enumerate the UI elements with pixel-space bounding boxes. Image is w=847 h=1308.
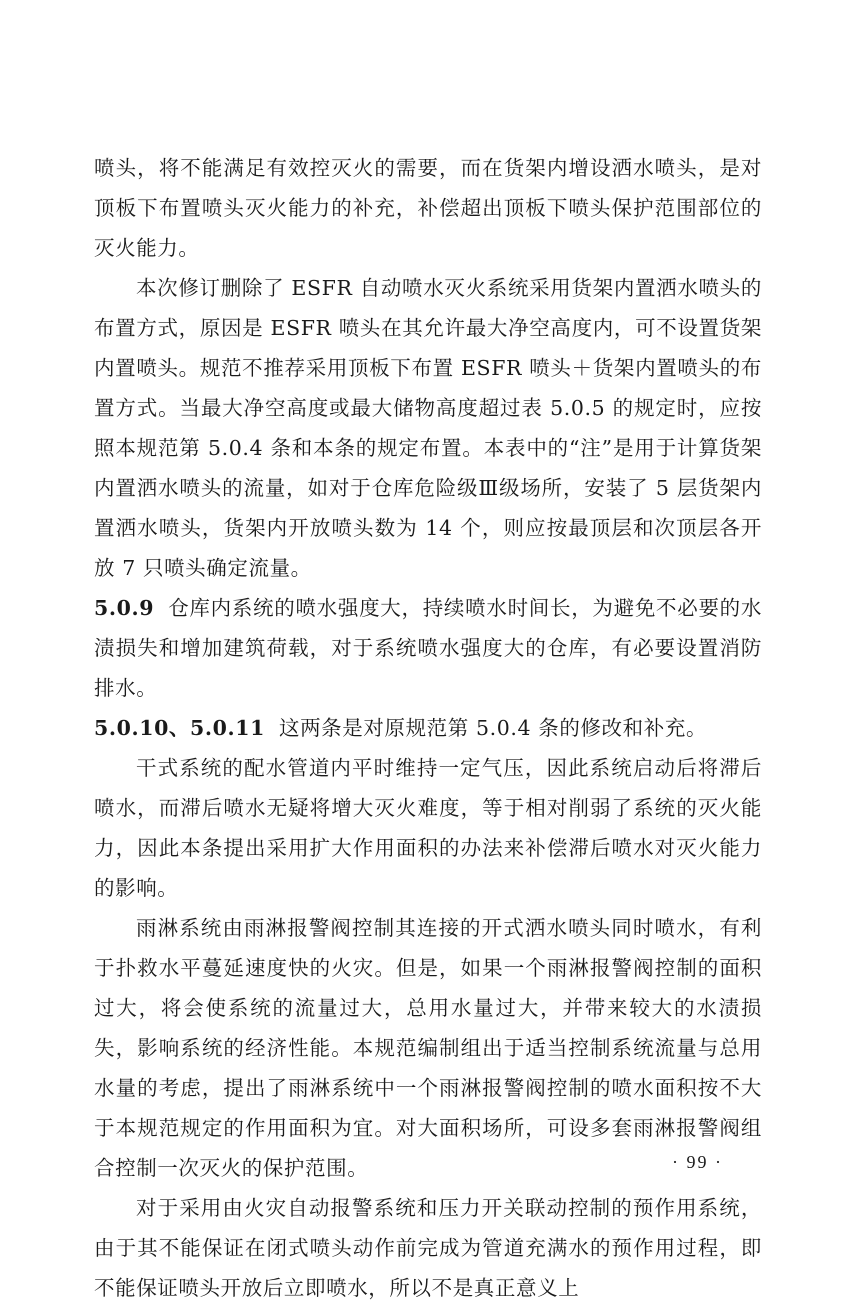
page-number: · 99 · bbox=[672, 1152, 723, 1172]
paragraph-deluge-system: 雨淋系统由雨淋报警阀控制其连接的开式洒水喷头同时喷水，有利于扑救水平蔓延速度快的火灾。但是，如果一个雨淋报警阀控制的面积过大，将会使系统的流量过大，总用水量过大，并带来较大的水渍损失，影响系统的经济性能。本规范编制组出于适当控制系统流量与总用水量的考虑，提出了雨淋系统中一个雨淋报警阀控制的喷水面积按不大于本规范规定的作用面积为宜。对大面积场所，可设多套雨淋报警阀组合控制一次灭火的保护范围。 bbox=[94, 916, 762, 1180]
clause-number: 5.0.9 bbox=[94, 596, 155, 620]
paragraph-continuation: 喷头，将不能满足有效控灭火的需要，而在货架内增设洒水喷头，是对顶板下布置喷头灭火能力的补充，补偿超出顶板下喷头保护范围部位的灭火能力。 bbox=[94, 156, 762, 260]
paragraph-dry-system: 干式系统的配水管道内平时维持一定气压，因此系统启动后将滞后喷水，而滞后喷水无疑将增大灭火难度，等于相对削弱了系统的灭火能力，因此本条提出采用扩大作用面积的办法来补偿滞后喷水对灭火能力的影响。 bbox=[94, 756, 762, 900]
clause-5-0-9 bbox=[94, 588, 762, 708]
clause-number: 5.0.10、5.0.11 bbox=[94, 716, 265, 740]
clause-text: 这两条是对原规范第 5.0.4 条的修改和补充。 bbox=[278, 716, 708, 740]
clause-5-0-10-11 bbox=[94, 708, 762, 748]
paragraph-esfr-revision: 本次修订删除了 ESFR 自动喷水灭火系统采用货架内置洒水喷头的布置方式，原因是 ESFR 喷头在其允许最大净空高度内，可不设置货架内置喷头。规范不推荐采用顶板下布置 ESFR 喷头＋货架内置喷头的布置方式。当最大净空高度或最大储物高度超过表 5.0.5 的规定时，应按照本规范第 5.0.4 条和本条的规定布置。本表中的“注”是用于计算货架内置洒水喷头的流量，如对于仓库危险级Ⅲ级场所，安装了 5 层货架内置洒水喷头，货架内开放喷头数为 14 个，则应按最顶层和次顶层各开放 7 只喷头确定流量。 bbox=[94, 276, 762, 580]
page-body bbox=[94, 148, 762, 1308]
clause-text: 仓库内系统的喷水强度大，持续喷水时间长，为避免不必要的水渍损失和增加建筑荷载，对于系统喷水强度大的仓库，有必要设置消防排水。 bbox=[94, 596, 762, 700]
paragraph-preaction-system: 对于采用由火灾自动报警系统和压力开关联动控制的预作用系统，由于其不能保证在闭式喷头动作前完成为管道充满水的预作用过程，即不能保证喷头开放后立即喷水，所以不是真正意义上 bbox=[94, 1196, 762, 1300]
